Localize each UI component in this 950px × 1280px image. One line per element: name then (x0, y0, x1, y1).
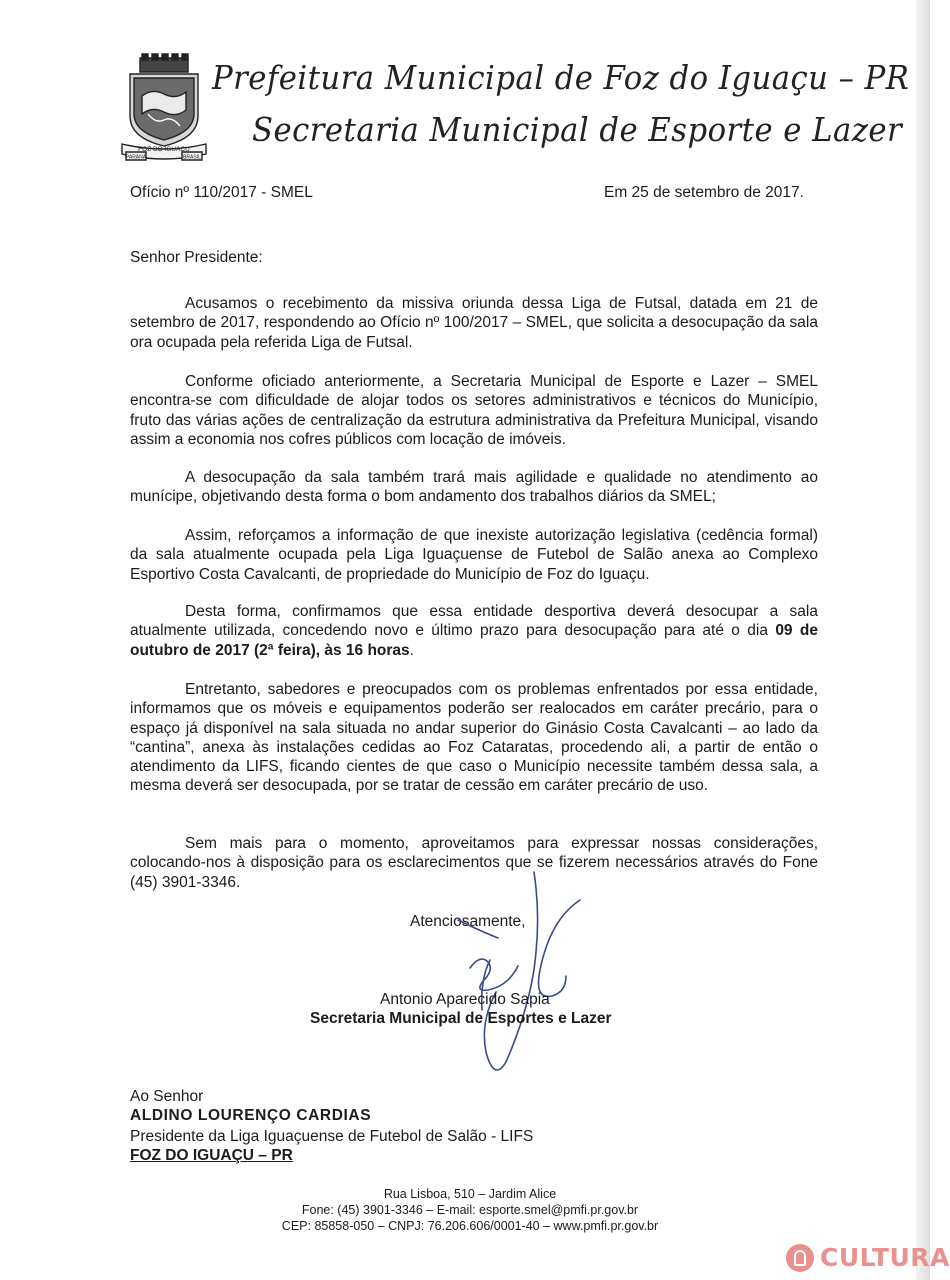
recipient-title: Presidente da Liga Iguaçuense de Futebol de Salão - LIFS (130, 1128, 534, 1145)
closing-farewell: Atenciosamente, (410, 913, 526, 930)
microphone-icon (786, 1244, 814, 1272)
body-paragraph-2: Conforme oficiado anteriormente, a Secretaria Municipal de Esporte e Lazer – SMEL encontra-se com dificuldade de alojar todos os setores administrativos e técnicos do Município, fruto das várias ações de centralização da estrutura administrativa da Prefeitura Municipal, visando assim a economia nos cofres públicos com locação de imóveis. (130, 373, 818, 448)
footer-contact: Fone: (45) 3901-3346 – E-mail: esporte.smel@pmfi.pr.gov.br (301, 1203, 639, 1217)
body-paragraph-3: A desocupação da sala também trará mais agilidade e qualidade no atendimento ao munícipe, objetivando desta forma o bom andamento dos trabalhos diários da SMEL; (130, 469, 818, 506)
signer-name: Antonio Aparecido Sapia (380, 991, 550, 1008)
footer-registry: CEP: 85858-050 – CNPJ: 76.206.606/0001-40 – www.pmfi.pr.gov.br (281, 1219, 659, 1233)
body-paragraph-6: Entretanto, sabedores e preocupados com os problemas enfrentados por essa entidade, informamos que os móveis e equipamentos poderão ser realocados em caráter precário, para o espaço já disponível na sala situada no andar superior do Ginásio Costa Cavalcanti – ao lado da “cantina”, anexa às instalações cedidas ao Foz Cataratas, procedendo ali, a partir de então o atendimento da LIFS, ficando cientes de que caso o Município necessite também dessa sala, a mesma deverá ser desocupada, por se tratar de cessão em caráter precário de uso. (130, 681, 818, 795)
body-paragraph-1: Acusamos o recebimento da missiva oriunda dessa Liga de Futsal, datada em 21 de setembro de 2017, respondendo ao Ofício nº 100/2017 – SMEL, que solicita a desocupação da sala ora ocupada pela referida Liga de Futsal. (130, 295, 818, 351)
scan-edge-shadow (916, 0, 930, 1280)
letterhead-secretariat: Secretaria Municipal de Esporte e Lazer (252, 110, 903, 149)
crest-ribbon-text: FOZ DO IGUAÇU (138, 146, 190, 153)
signer-office: Secretaria Municipal de Esportes e Lazer (310, 1010, 612, 1027)
recipient-to: Ao Senhor (130, 1088, 204, 1105)
crest-ribbon-left-text: PARANÁ (125, 154, 147, 161)
body-paragraph-5 (130, 602, 818, 660)
body-paragraph-7: Sem mais para o momento, aproveitamos para expressar nossas considerações, colocando-nos à disposição para os esclarecimentos que se fizerem necessários através do Fone (45) 3901-3346. (130, 835, 818, 891)
recipient-name: ALDINO LOURENÇO CARDIAS (130, 1107, 372, 1124)
recipient-city: FOZ DO IGUAÇU – PR (130, 1147, 293, 1164)
document-date: Em 25 de setembro de 2017. (604, 184, 804, 201)
municipal-crest-icon (118, 52, 210, 162)
deadline-end-text: . (409, 641, 414, 659)
handwritten-signature (430, 860, 600, 1080)
deadline-date-text: 09 de outubro de 2017 (2ª feira), às 16 horas (130, 622, 818, 659)
document-number: Ofício nº 110/2017 - SMEL (130, 184, 313, 201)
deadline-intro-text: Desta forma, confirmamos que essa entidade desportiva deverá desocupar a sala atualmente utilizada, concedendo novo e último prazo para desocupação para até o dia (130, 603, 818, 640)
footer-address: Rua Lisboa, 510 – Jardim Alice (383, 1187, 557, 1201)
cultura-watermark (786, 1241, 950, 1275)
watermark-text: CULTURA (820, 1243, 950, 1272)
body-paragraph-4: Assim, reforçamos a informação de que inexiste autorização legislativa (cedência formal) da sala atualmente ocupada pela Liga Iguaçuense de Futebol de Salão anexa ao Complexo Esportivo Costa Cavalcanti, de propriedade do Município de Foz do Iguaçu. (130, 527, 818, 583)
letterhead-city-hall: Prefeitura Municipal de Foz do Iguaçu – PR (212, 58, 910, 97)
crest-ribbon-right-text: BRASIL (183, 154, 201, 161)
salutation: Senhor Presidente: (130, 249, 263, 266)
